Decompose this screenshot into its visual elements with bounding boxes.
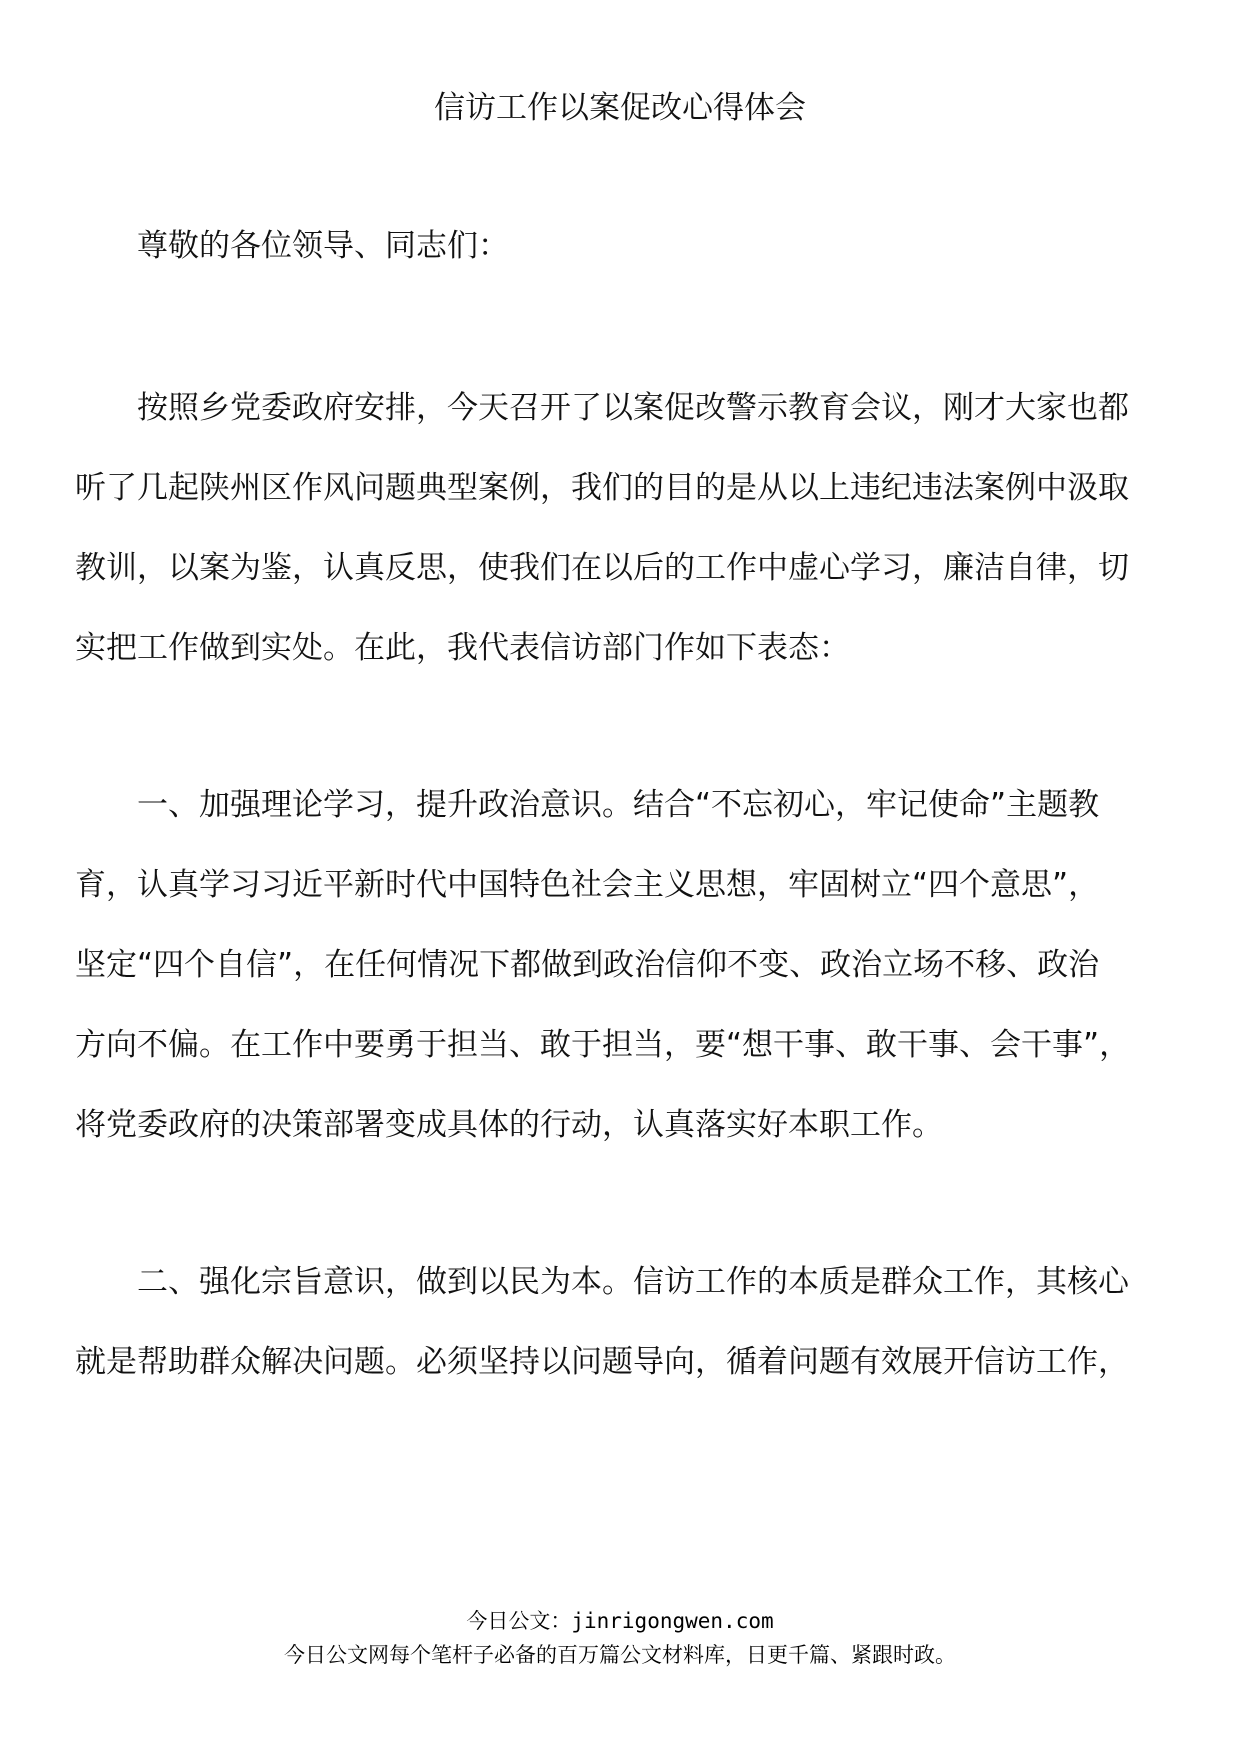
paragraph-line: 方向不偏。在工作中要勇于担当、敢于担当，要“想干事、敢干事、会干事”， xyxy=(75,1027,1131,1063)
paragraph-line: 实把工作做到实处。在此，我代表信访部门作如下表态： xyxy=(75,630,850,666)
paragraph-line: 将党委政府的决策部署变成具体的行动，认真落实好本职工作。 xyxy=(75,1107,943,1143)
paragraph-line: 教训，以案为鉴，认真反思，使我们在以后的工作中虚心学习，廉洁自律，切 xyxy=(75,550,1129,586)
paragraph-line: 听了几起陕州区作风问题典型案例，我们的目的是从以上违纪违法案例中汲取 xyxy=(75,470,1129,506)
paragraph-line: 就是帮助群众解决问题。必须坚持以问题导向，循着问题有效展开信访工作， xyxy=(75,1344,1129,1380)
paragraph-line: 坚定“四个自信”，在任何情况下都做到政治信仰不变、政治立场不移、政治 xyxy=(75,947,1100,983)
paragraph-line: 二、强化宗旨意识，做到以民为本。信访工作的本质是群众工作，其核心 xyxy=(137,1264,1129,1300)
salutation: 尊敬的各位领导、同志们： xyxy=(137,228,509,264)
footer-slogan: 今日公文网每个笔杆子必备的百万篇公文材料库，日更千篇、紧跟时政。 xyxy=(284,1643,956,1667)
paragraph-line: 育，认真学习习近平新时代中国特色社会主义思想，牢固树立“四个意思”， xyxy=(75,867,1100,903)
paragraph-line: 按照乡党委政府安排，今天召开了以案促改警示教育会议，刚才大家也都 xyxy=(137,390,1129,426)
page-title: 信访工作以案促改心得体会 xyxy=(434,90,806,126)
paragraph-line: 一、加强理论学习，提升政治意识。结合“不忘初心，牢记使命”主题教 xyxy=(137,787,1100,823)
footer-site: 今日公文：jinrigongwen.com xyxy=(466,1609,774,1633)
